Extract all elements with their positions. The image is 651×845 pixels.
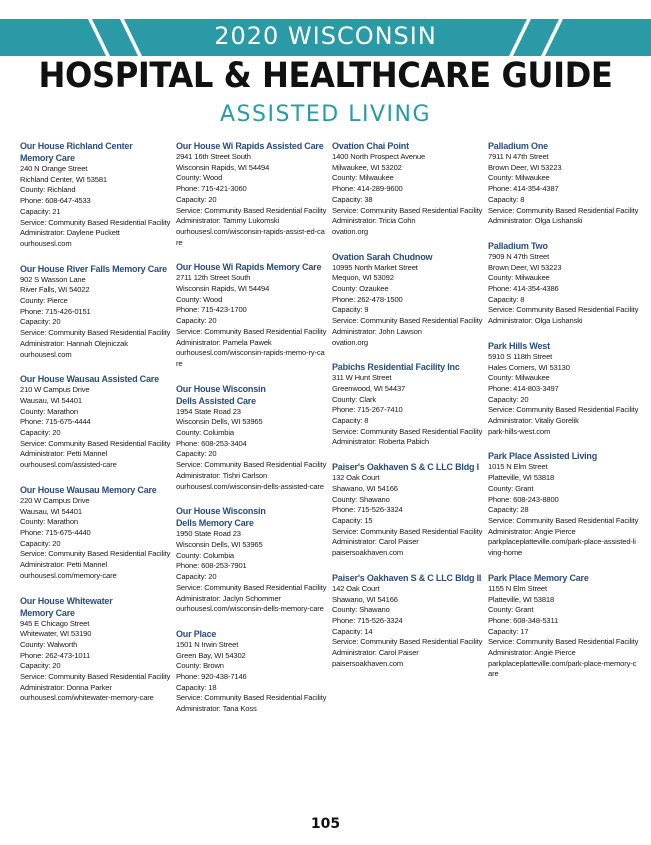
facility-entry [20, 140, 170, 250]
facility-detail: Capacity: 9 [332, 305, 369, 315]
facility-detail: Service: Community Based Residential Facility [176, 693, 327, 703]
facility-detail: Capacity: 20 [176, 572, 217, 582]
facility-name: Our House Whitewater Memory Care [20, 595, 113, 618]
facility-entry [20, 373, 170, 471]
facility-detail: County: Milwaukee [488, 173, 550, 183]
facility-detail: Capacity: 20 [176, 194, 217, 204]
facility-detail: Administrator: Roberta Pabich [332, 437, 429, 447]
facility-detail: 10995 North Market Street [332, 262, 418, 272]
facility-detail: Administrator: Donna Parker [20, 682, 112, 692]
facility-detail: County: Walworth [20, 639, 78, 649]
facility-detail: Service: Community Based Residential Facility [488, 205, 639, 215]
facility-detail: Wausau, WI 54401 [20, 506, 82, 516]
facility-detail: Administrator: Tricia Cohn [332, 216, 416, 226]
facility-detail: Administrator: Angie Pierce [488, 526, 576, 536]
facility-detail: Service: Community Based Residential Facility [332, 205, 483, 215]
facility-detail: ourhousesl.com [20, 238, 72, 248]
facility-detail: 220 W Campus Drive [20, 495, 90, 505]
facility-detail: Wisconsin Rapids, WI 54494 [176, 284, 270, 294]
facility-detail: 1015 N Elm Street [488, 462, 548, 472]
facility-detail: Capacity: 20 [20, 538, 61, 548]
facility-detail: 945 E Chicago Street [20, 618, 90, 628]
facility-detail: Phone: 608-647-4533 [20, 196, 91, 206]
facility-name: Ovation Sarah Chudnow [332, 251, 433, 262]
facility-detail: Greenwood, WI 54437 [332, 383, 406, 393]
facility-detail: Wisconsin Dells, WI 53965 [176, 539, 263, 549]
facility-detail: 7909 N 47th Street [488, 251, 550, 261]
facility-entry [488, 340, 638, 438]
facility-detail: County: Brown [176, 661, 224, 671]
facility-entry [176, 261, 326, 369]
facility-detail: Administrator: Hannah Olejniczak [20, 338, 128, 348]
facility-detail: ourhousesl.com [20, 349, 72, 359]
facility-detail: Administrator: Petti Mannel [20, 449, 108, 459]
facility-detail: 1950 State Road 23 [176, 529, 241, 539]
facility-detail: Administrator: Carol Paiser [332, 537, 419, 547]
page-title: HOSPITAL & HEALTHCARE GUIDE [38, 56, 613, 96]
facility-detail: Service: Community Based Residential Facility [20, 549, 171, 559]
facility-entry [332, 461, 482, 559]
facility-detail: paisersoakhaven.com [332, 658, 404, 668]
facility-detail: Service: Community Based Residential Facility [20, 217, 171, 227]
facility-detail: Administrator: Olga Lishanski [488, 316, 583, 326]
facility-detail: Phone: 715-675-4444 [20, 417, 91, 427]
facility-detail: ourhousesl.com/wisconsin-dells-memory-care [176, 604, 324, 614]
facility-detail: Administrator: Vitaliy Gorelik [488, 416, 579, 426]
facility-name: Our House Wisconsin Dells Memory Care [176, 506, 266, 529]
facility-detail: Phone: 414-803-3497 [488, 383, 559, 393]
facility-detail: Administrator: John Lawson [332, 326, 422, 336]
facility-detail: Phone: 414-354-4386 [488, 284, 559, 294]
facility-detail: 2711 12th Street South [176, 273, 251, 283]
facility-detail: Service: Community Based Residential Facility [488, 637, 639, 647]
facility-name: Park Hills West [488, 340, 550, 351]
facility-detail: Shawano, WI 54166 [332, 483, 398, 493]
facility-detail: Capacity: 20 [20, 661, 61, 671]
facility-detail: County: Marathon [20, 406, 78, 416]
facility-detail: 1155 N Elm Street [488, 583, 547, 593]
facility-detail: 2941 16th Street South [176, 152, 251, 161]
facility-name: Ovation Chai Point [332, 141, 409, 151]
facility-name: Our House Wi Rapids Assisted Care [176, 141, 324, 151]
listing-column [176, 140, 326, 728]
facility-detail: Phone: 608-243-8800 [488, 494, 559, 504]
facility-detail: Service: Community Based Residential Facility [488, 405, 639, 415]
facility-entry [20, 595, 170, 705]
facility-detail: Capacity: 14 [332, 626, 373, 636]
facility-name: Our House Richland Center Memory Care [20, 141, 133, 163]
facility-detail: County: Marathon [20, 517, 78, 527]
facility-detail: 1400 North Prospect Avenue [332, 152, 426, 161]
facility-detail: County: Milwaukee [488, 273, 550, 283]
facility-detail: Capacity: 17 [488, 626, 529, 636]
section-subtitle: ASSISTED LIVING [220, 102, 431, 127]
facility-detail: Capacity: 38 [332, 194, 373, 204]
facility-detail: 5910 S 118th Street [488, 351, 553, 361]
facility-detail: Phone: 414-289-9600 [332, 184, 403, 194]
facility-detail: Administrator: Tammy Lukomski [176, 216, 280, 226]
facility-detail: Administrator: Tana Koss [176, 704, 257, 714]
facility-detail: County: Grant [488, 605, 534, 615]
facility-name: Our House Wisconsin Dells Assisted Care [176, 383, 266, 406]
facility-detail: Shawano, WI 54166 [332, 594, 398, 604]
facility-detail: Whitewater, WI 53190 [20, 629, 92, 639]
facility-detail: County: Milwaukee [488, 373, 550, 383]
facility-detail: Capacity: 18 [176, 682, 217, 692]
facility-entry [332, 361, 482, 448]
banner-title: 2020 WISCONSIN [214, 22, 437, 50]
facility-detail: Service: Community Based Residential Facility [488, 515, 639, 525]
facility-entry [332, 572, 482, 670]
facility-detail: Administrator: Olga Lishanski [488, 216, 583, 226]
facility-website: ourhousesl.com/wisconsin-rapids-memo-ry-care [176, 348, 325, 368]
facility-entry [488, 572, 638, 680]
facility-detail: Administrator: Tishri Carlson [176, 470, 268, 480]
facility-detail: Capacity: 20 [488, 394, 529, 404]
facility-detail: Phone: 715-267-7410 [332, 405, 403, 415]
facility-detail: County: Pierce [20, 296, 68, 306]
facility-detail: Service: Community Based Residential Facility [20, 672, 171, 682]
page-number: 105 [310, 816, 341, 832]
facility-detail: Brown Deer, WI 53223 [488, 262, 562, 272]
facility-detail: County: Shawano [332, 494, 390, 504]
facility-detail: Administrator: Petti Mannel [20, 560, 108, 570]
facility-detail: ovation.org [332, 337, 368, 347]
facility-detail: Administrator: Jaclyn Schommer [176, 593, 281, 603]
listing-column [488, 140, 638, 693]
facility-detail: Phone: 920-438-7146 [176, 672, 247, 682]
facility-detail: park-hills-west.com [488, 426, 551, 436]
facility-detail: Phone: 715-526-3324 [332, 615, 403, 625]
facility-detail: ovation.org [332, 226, 368, 236]
facility-name: Pabichs Residential Facility Inc [332, 362, 460, 373]
facility-name: Palladium One [488, 141, 548, 151]
facility-detail: Mequon, WI 53092 [332, 273, 394, 283]
listing-column [20, 140, 170, 717]
facility-name: Park Place Assisted Living [488, 451, 598, 462]
facility-detail: County: Wood [176, 294, 223, 304]
facility-entry [332, 140, 482, 238]
facility-detail: Phone: 414-354-4387 [488, 184, 559, 194]
facility-detail: Capacity: 15 [332, 515, 373, 525]
facility-detail: 1501 N Irwin Street [176, 639, 239, 649]
facility-detail: ourhousesl.com/wisconsin-dells-assisted-care [176, 481, 324, 491]
facility-detail: County: Ozaukee [332, 284, 389, 294]
facility-detail: Phone: 715-421-3060 [176, 184, 247, 194]
facility-detail: Capacity: 21 [20, 206, 61, 216]
header-banner [0, 0, 651, 56]
facility-website: parkplaceplatteville.com/park-place-memory-care [488, 658, 637, 679]
facility-detail: Richland Center, WI 53581 [20, 174, 108, 184]
facility-detail: 1954 State Road 23 [176, 406, 241, 416]
facility-detail: Platteville, WI 53818 [488, 594, 555, 604]
facility-detail: Administrator: Angie Pierce [488, 648, 576, 658]
facility-name: Our House Wausau Assisted Care [20, 374, 159, 385]
facility-detail: Capacity: 20 [176, 449, 217, 459]
facility-detail: County: Wood [176, 173, 223, 183]
facility-detail: Capacity: 8 [332, 416, 369, 426]
facility-detail: Administrator: Carol Paiser [332, 648, 419, 658]
facility-detail: Service: Community Based Residential Facility [488, 305, 639, 315]
facility-detail: Administrator: Daylene Puckett [20, 228, 120, 238]
facility-detail: 142 Oak Court [332, 583, 380, 593]
facility-detail: Service: Community Based Residential Facility [176, 326, 327, 336]
facility-detail: 210 W Campus Drive [20, 385, 90, 395]
facility-detail: ourhousesl.com/assisted-care [20, 460, 117, 470]
facility-detail: County: Columbia [176, 550, 234, 560]
facility-detail: Phone: 715-423-1700 [176, 305, 247, 315]
facility-detail: Capacity: 8 [488, 294, 525, 304]
facility-detail: River Falls, WI 54022 [20, 285, 90, 295]
listing-column [332, 140, 482, 682]
facility-name: Our House River Falls Memory Care [20, 263, 167, 274]
facility-detail: Administrator: Pamela Pawek [176, 337, 272, 347]
facility-entry [332, 251, 482, 349]
facility-detail: Service: Community Based Residential Facility [20, 438, 171, 448]
facility-detail: Service: Community Based Residential Facility [332, 526, 483, 536]
facility-detail: Capacity: 20 [176, 316, 217, 326]
facility-entry [488, 140, 638, 227]
facility-detail: Green Bay, WI 54302 [176, 650, 246, 660]
facility-detail: Platteville, WI 53818 [488, 473, 555, 483]
facility-entry [176, 383, 326, 493]
facility-name: Paiser's Oakhaven S & C LLC Bldg I [332, 462, 479, 473]
listing-columns [20, 140, 640, 800]
facility-entry [488, 450, 638, 558]
facility-detail: 7911 N 47th Street [488, 152, 549, 161]
facility-detail: Service: Community Based Residential Facility [176, 582, 327, 592]
facility-name: Palladium Two [488, 240, 548, 251]
facility-detail: Wisconsin Rapids, WI 54494 [176, 162, 270, 172]
facility-detail: Milwaukee, WI 53202 [332, 162, 402, 172]
facility-detail: paisersoakhaven.com [332, 548, 404, 558]
facility-detail: County: Richland [20, 185, 76, 195]
facility-detail: Phone: 608-348-5311 [488, 615, 559, 625]
facility-detail: Phone: 262-473-1011 [20, 650, 91, 660]
facility-detail: Phone: 715-426-0151 [20, 306, 91, 316]
facility-name: Park Place Memory Care [488, 572, 589, 583]
facility-detail: 132 Oak Court [332, 473, 380, 483]
facility-detail: Phone: 715-526-3324 [332, 505, 403, 515]
facility-detail: Phone: 262-478-1500 [332, 294, 403, 304]
facility-detail: 240 N Orange Street [20, 164, 88, 173]
facility-name: Our House Wausau Memory Care [20, 484, 157, 495]
facility-detail: Hales Corners, WI 53130 [488, 362, 570, 372]
facility-entry [176, 505, 326, 615]
facility-detail: Phone: 715-675-4440 [20, 527, 91, 537]
facility-detail: Capacity: 20 [20, 317, 61, 327]
facility-detail: County: Grant [488, 483, 534, 493]
facility-entry [488, 240, 638, 327]
facility-website: ourhousesl.com/wisconsin-rapids-assist-ed-care [176, 226, 325, 247]
facility-detail: 902 S Wasson Lane [20, 274, 86, 284]
facility-detail: Capacity: 8 [488, 194, 525, 204]
facility-detail: Phone: 608-253-7901 [176, 561, 247, 571]
facility-detail: ourhousesl.com/memory-care [20, 570, 117, 580]
facility-detail: Capacity: 20 [20, 428, 61, 438]
facility-entry [176, 140, 326, 248]
facility-website: parkplaceplatteville.com/park-place-assisted-living-home [488, 537, 636, 558]
facility-detail: Service: Community Based Residential Facility [20, 328, 171, 338]
facility-detail: County: Shawano [332, 605, 390, 615]
facility-detail: Service: Community Based Residential Facility [332, 426, 483, 436]
facility-detail: Service: Community Based Residential Facility [176, 460, 327, 470]
facility-entry [20, 484, 170, 582]
facility-detail: Service: Community Based Residential Facility [176, 205, 327, 215]
facility-detail: County: Columbia [176, 428, 234, 438]
facility-entry [176, 628, 326, 715]
facility-detail: County: Clark [332, 394, 377, 404]
facility-detail: Service: Community Based Residential Facility [332, 637, 483, 647]
facility-detail: Wausau, WI 54401 [20, 395, 82, 405]
facility-entry [20, 263, 170, 361]
facility-detail: Brown Deer, WI 53223 [488, 162, 562, 172]
facility-detail: Wisconsin Dells, WI 53965 [176, 417, 263, 427]
facility-detail: County: Milwaukee [332, 173, 394, 183]
facility-name: Our Place [176, 628, 217, 639]
facility-detail: Service: Community Based Residential Facility [332, 316, 483, 326]
facility-detail: Phone: 608-253-3404 [176, 438, 247, 448]
facility-detail: Capacity: 28 [488, 505, 529, 515]
facility-detail: 311 W Hunt Street [332, 373, 392, 383]
facility-name: Our House Wi Rapids Memory Care [176, 262, 322, 273]
facility-detail: ourhousesl.com/whitewater-memory-care [20, 693, 154, 703]
facility-name: Paiser's Oakhaven S & C LLC Bldg II [332, 572, 482, 583]
